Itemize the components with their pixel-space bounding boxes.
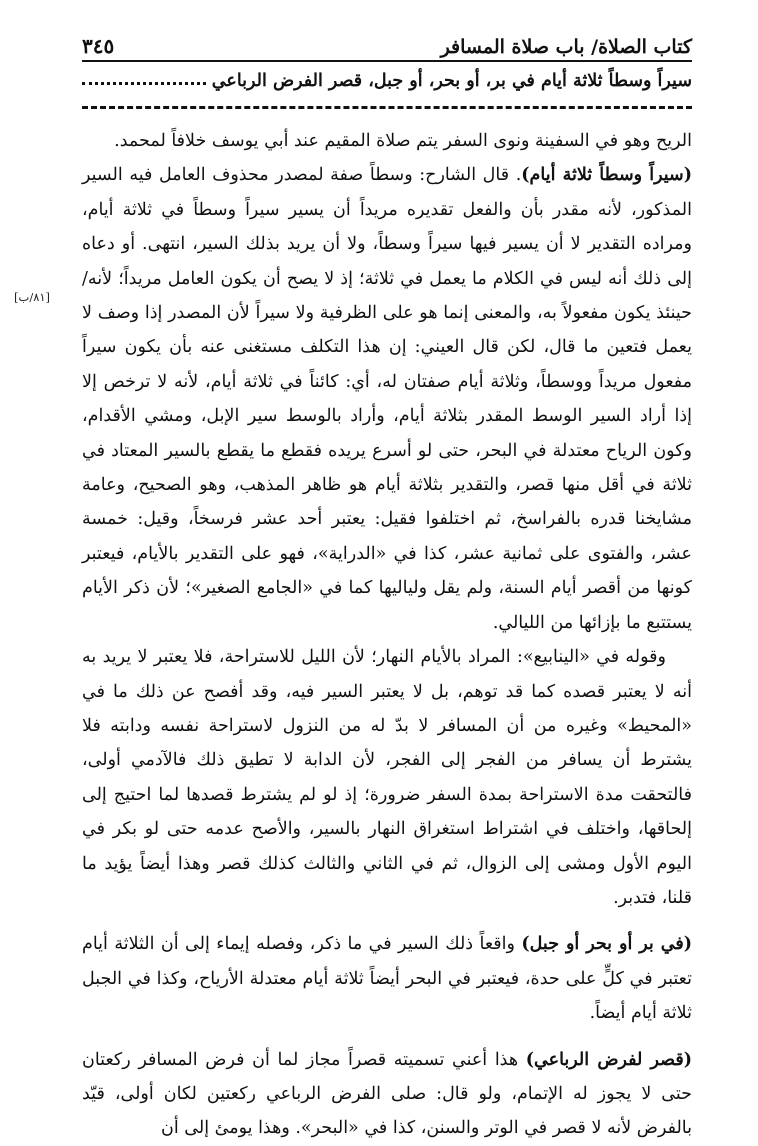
paragraph-2 (82, 158, 692, 640)
paragraph-3-text: وقوله في «الينابيع»: المراد بالأيام النهار؛ لأن الليل للاستراحة، فلا يعتبر لا يريد به أنه لا يعتبر قصده كما قد توهم، بل لا يعتبر السير فيه، وقد أفصح عن ذلك ما في «المحيط» وغيره من أن المسافر لا بدّ له من النزول لاستراحة نفسه ودابته فلا يشترط أن يسافر من الفجر إلى الفجر، لأن الدابة لا تطيق ذلك فالآدمي أولى، فالتحقت مدة الاستراحة بمدة السفر ضرورة؛ إذ لو لم يشترط قصدها لما احتيج إلى إلحاقها، واختلف في اشتراط استغراق النهار بالسير، والأصح عدمه حتى لو بكر في اليوم الأول ومشى إلى الزوال، ثم في الثاني والثالث كذلك قصر وهذا أيضاً يؤيد ما قلنا، فتدبر. (82, 647, 692, 908)
matn-header-text: سيراً وسطاً ثلاثة أيام في بر، أو بحر، أو جبل، قصر الفرض الرباعي (211, 71, 692, 91)
dashed-divider (82, 106, 692, 109)
paragraph-1-text: الريح وهو في السفينة ونوى السفر يتم صلاة المقيم عند أبي يوسف خلافاً لمحمد. (114, 131, 692, 151)
matn-header (82, 64, 692, 98)
paragraph-4 (82, 927, 692, 1030)
paragraph-1 (82, 124, 692, 158)
dotted-leader (82, 78, 206, 85)
paragraph-4-text: واقعاً ذلك السير في ما ذكر، وفصله إيماء إلى أن الثلاثة أيام تعتبر في كلٍّ على حدة، فيعتبر في البحر أيضاً ثلاثة أيام معتدلة الأرياح، وكذا في الجبل ثلاثة أيام أيضاً. (82, 934, 692, 1024)
commentary-text (82, 124, 692, 1146)
running-head-title: كتاب الصلاة/ باب صلاة المسافر (440, 36, 692, 58)
running-head (82, 28, 692, 58)
paragraph-2-lead: (سيراً وسطاً ثلاثة أيام) (521, 165, 692, 186)
header-rule (82, 60, 692, 62)
paragraph-5-text: هذا أعني تسميته قصراً مجاز لما أن فرض المسافر ركعتان حتى لا يجوز له الإتمام، ولو قال: صلى الفرض الرباعي ركعتين لكان أولى، قيّد بالفرض لأنه لا قصر في الوتر والسنن، كذا في «البحر». وهذا يومئ إلى أن (82, 1049, 692, 1139)
page-number: ٣٤٥ (82, 34, 115, 58)
paragraph-3 (82, 640, 692, 915)
paragraph-4-lead: (في بر أو بحر أو جبل) (521, 934, 692, 955)
paragraph-5-lead: (قصر لفرض الرباعي) (525, 1049, 692, 1070)
paragraph-5 (82, 1043, 692, 1146)
paragraph-2-text: . قال الشارح: وسطاً صفة لمصدر محذوف العامل فيه السير المذكور، لأنه مقدر بأن والفعل تقديره مريداً أن يسير سيراً وسطاً في ثلاثة أيام، ومراده التقدير لا أن يسير فيها سيراً وسطاً، ولا أن يريد بذلك السير، انتهى. أو دعاه إلى ذلك أنه ليس في الكلام ما يعمل في ثلاثة؛ إذ لا يصح أن يكون العامل مريداً؛ لأنه/ حينئذ يكون مفعولاً به، والمعنى إنما هو على الظرفية ولا سيراً لأن المصدر إذا وصف لا يعمل فتعين ما قال، لكن قال العيني: إن هذا التكلف مستغنى عنه بأن يكون سيراً مفعول مريداً ووسطاً، وثلاثة أيام صفتان له، أي: كائناً في ثلاثة أيام، لأنه لا ترخص إلا إذا أراد السير الوسط المقدر بثلاثة أيام، وأراد بالوسط سير الإبل، ومشي الأقدام، وكون الرياح معتدلة في البحر، حتى لو أسرع يريده فقطع ما يقطع بالسير المعتاد في ثلاثة في أقل منها قصر، والتقدير بثلاثة أيام هو ظاهر المذهب، وهو الصحيح، وعامة مشايخنا قدره بالفراسخ، ثم اختلفوا فقيل: يعتبر أحد عشر فرسخاً، وقيل: خمسة عشر، والفتوى على ثمانية عشر، كذا في «الدراية»، فهو على التقدير بالأيام، فيعتبر كونها من أقصر أيام السنة، ولم يقل ولياليها كما في «الجامع الصغير»؛ لأن ذكر الأيام يستتبع ما بإزائها من الليالي. (82, 165, 692, 633)
margin-folio-note: [٨١/ب] (14, 290, 51, 304)
